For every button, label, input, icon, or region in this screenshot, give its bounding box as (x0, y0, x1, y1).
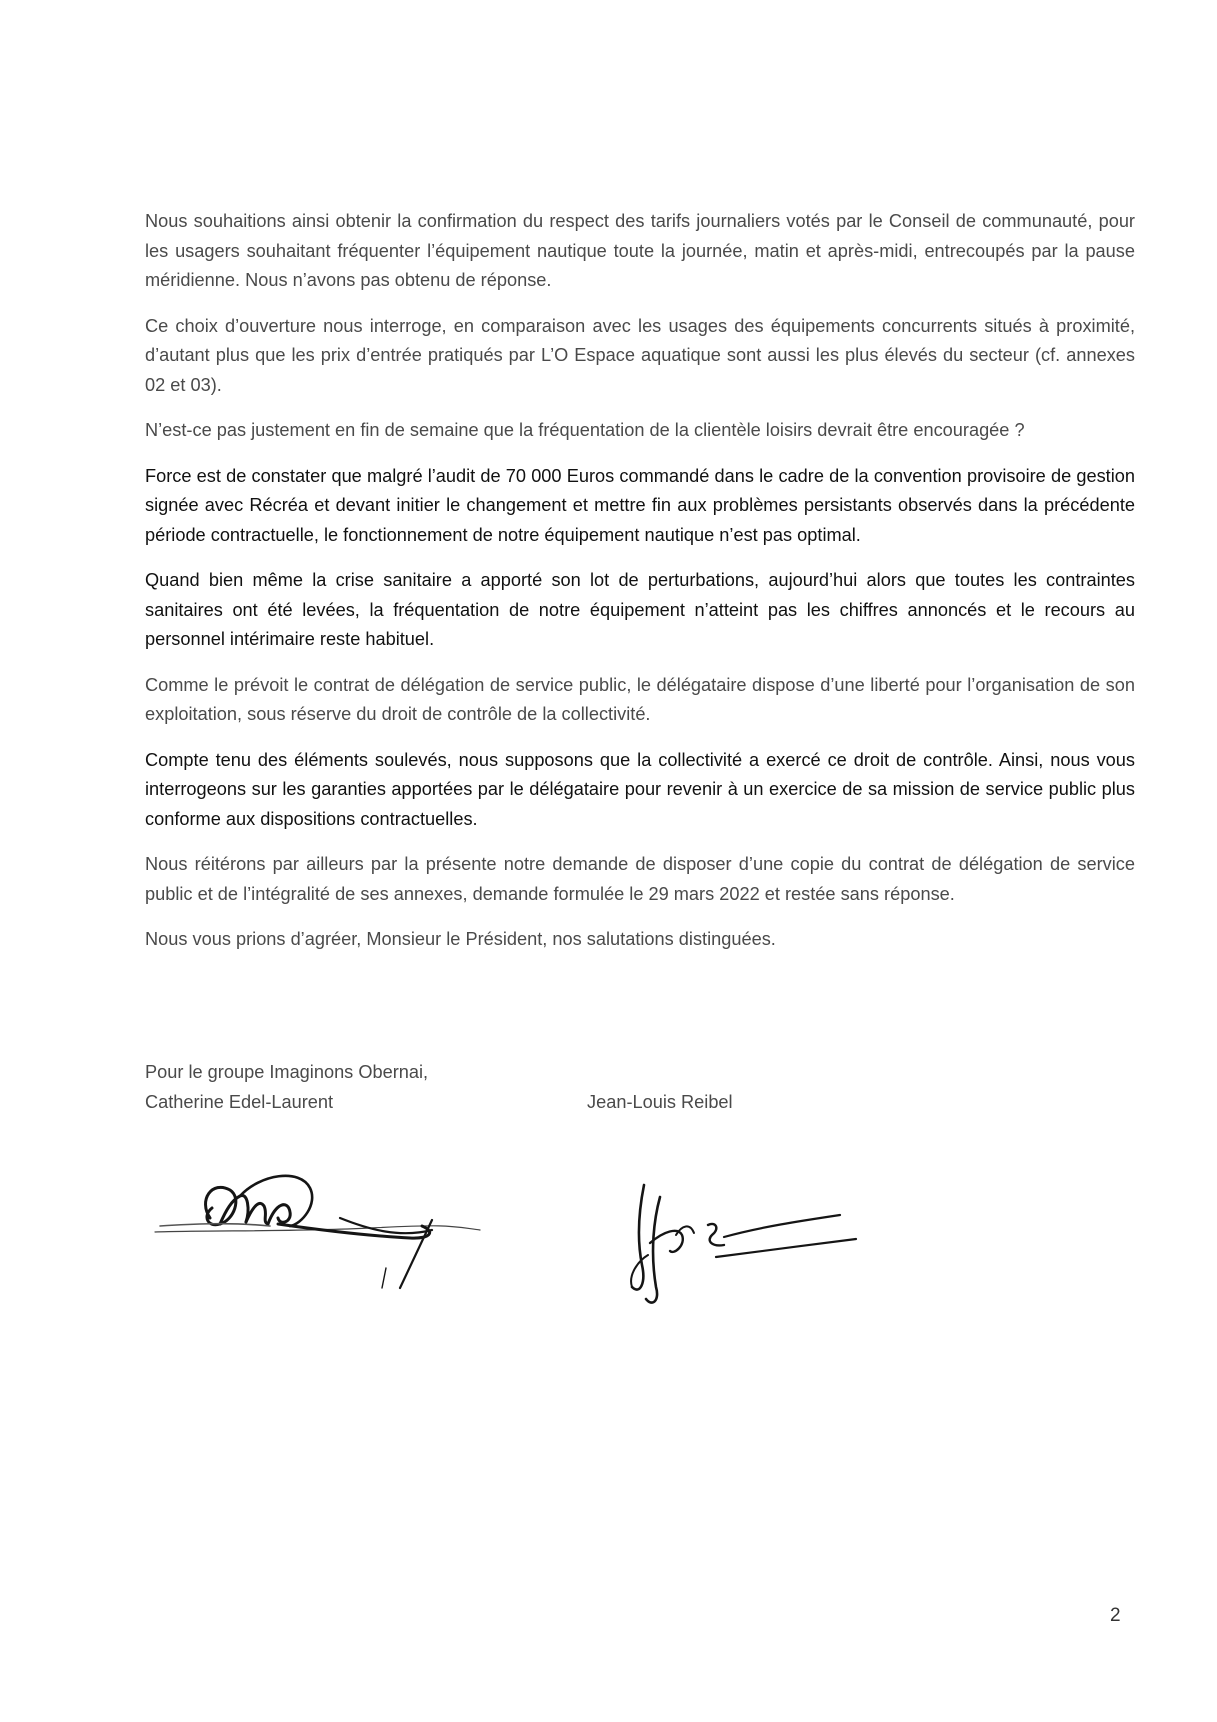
paragraph-salutations: Nous vous prions d’agréer, Monsieur le Président, nos salutations distinguées. (145, 929, 776, 949)
paragraph-droit-controle: Compte tenu des éléments soulevés, nous supposons que la collectivité a exercé ce droit de contrôle. Ainsi, nous vous interrogeons sur les garanties apportées par le délégataire pour revenir à un exercice de sa mission de service public plus conforme aux dispositions contractuelles. (145, 749, 1135, 829)
paragraph-choix-ouverture: Ce choix d’ouverture nous interroge, en comparaison avec les usages des équipements concurrents situés à proximité, d’autant plus que les prix d’entrée pratiqués par L’O Espace aquatique sont aussi les plus élevés du secteur (cf. annexes 02 et 03). (145, 315, 1135, 395)
closing-block (145, 1057, 1045, 1117)
paragraph-demande-copie: Nous réitérons par ailleurs par la présente notre demande de disposer d’une copie du contrat de délégation de service public et de l’intégralité de ses annexes, demande formulée le 29 mars 2022 et restée sans réponse. (145, 854, 1135, 904)
paragraph-fin-semaine: N’est-ce pas justement en fin de semaine que la fréquentation de la clientèle loisirs devrait être encouragée ? (145, 420, 1025, 440)
signature-jean-louis-reibel (620, 1175, 920, 1315)
paragraph-contrat-delegation: Comme le prévoit le contrat de délégation de service public, le délégataire dispose d’une liberté pour l’organisation de son exploitation, sous réserve du droit de contrôle de la collectivité. (145, 674, 1135, 724)
signature-catherine-edel-laurent (150, 1160, 490, 1320)
signatory-names (145, 1087, 1045, 1117)
signatory-name-1: Catherine Edel-Laurent (145, 1092, 334, 1112)
paragraph-audit: Force est de constater que malgré l’audit de 70 000 Euros commandé dans le cadre de la convention provisoire de gestion signée avec Récréa et devant initier le changement et mettre fin aux problèmes persistants observés dans la précédente période contractuelle, le fonctionnement de notre équipement nautique n’est pas optimal. (145, 465, 1135, 545)
group-line: Pour le groupe Imaginons Obernai, (145, 1062, 429, 1082)
paragraph-tarifs: Nous souhaitions ainsi obtenir la confirmation du respect des tarifs journaliers votés par le Conseil de communauté, pour les usagers souhaitant fréquenter l’équipement nautique toute la journée, matin et après-midi, entrecoupés par la pause méridienne. Nous n’avons pas obtenu de réponse. (145, 211, 1135, 290)
signatory-name-2: Jean-Louis Reibel (587, 1092, 733, 1112)
letter-body (145, 207, 1135, 971)
page-number: 2 (1110, 1605, 1121, 1626)
paragraph-crise-sanitaire: Quand bien même la crise sanitaire a apporté son lot de perturbations, aujourd’hui alors que toutes les contraintes sanitaires ont été levées, la fréquentation de notre équipement n’atteint pas les chiffres annoncés et le recours au personnel intérimaire reste habituel. (145, 570, 1135, 649)
